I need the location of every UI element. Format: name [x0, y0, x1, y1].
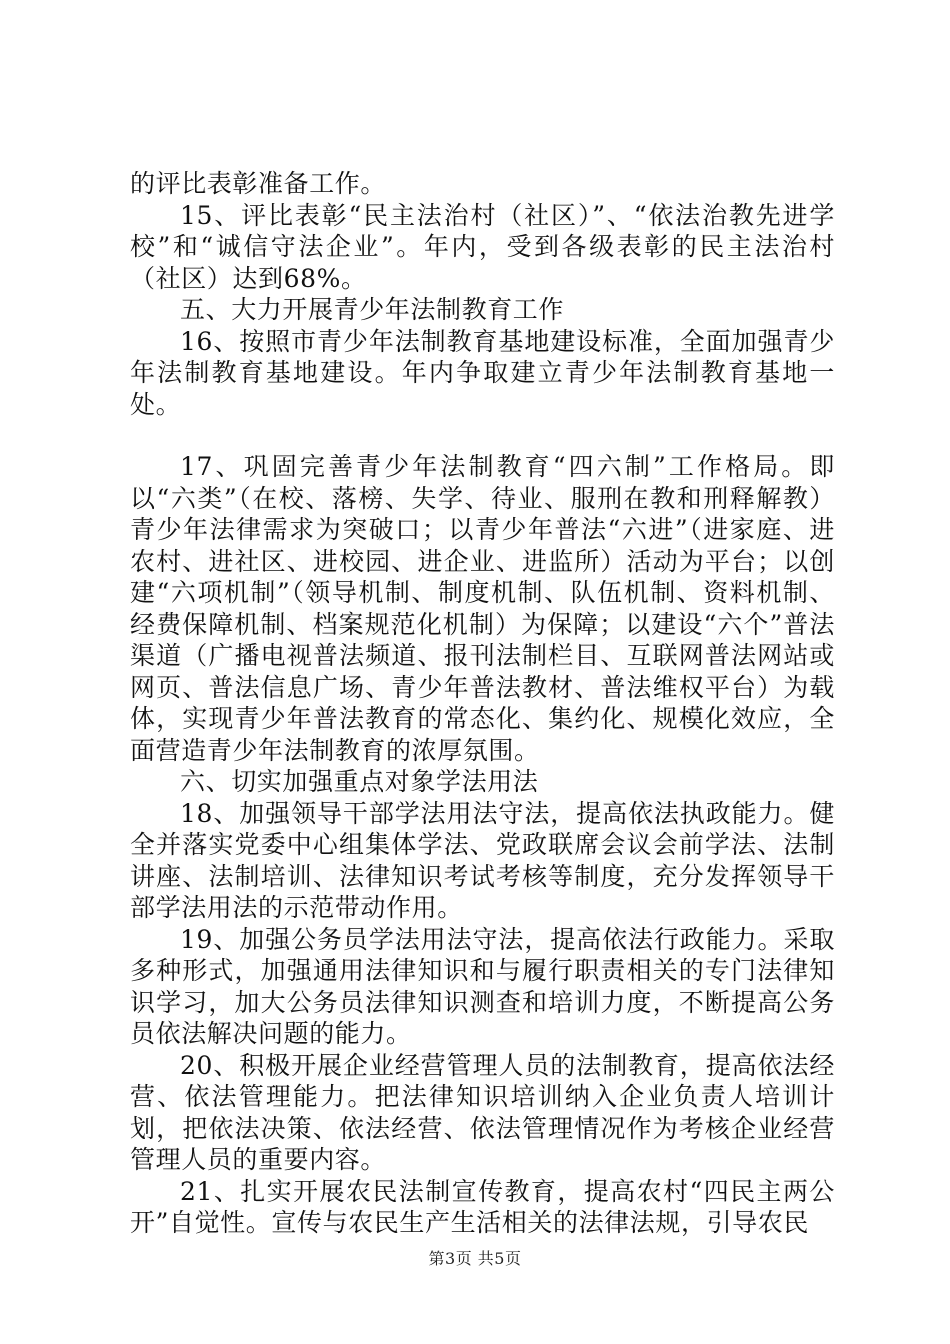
- paragraph-item-16: 16、按照市青少年法制教育基地建设标准，全面加强青少年法制教育基地建设。年内争取建立青少年法制教育基地一处。: [130, 326, 835, 419]
- paragraph-continued: 的评比表彰准备工作。: [130, 169, 387, 198]
- paragraph-item-15: 15、评比表彰“民主法治村（社区）”、“依法治教先进学校”和“诚信守法企业”。年内，受到各级表彰的民主法治村（社区）达到68%。: [130, 200, 835, 293]
- paragraph-item-18: 18、加强领导干部学法用法守法，提高依法执政能力。健全并落实党委中心组集体学法、党政联席会议会前学法、法制讲座、法制培训、法律知识考试考核等制度，充分发挥领导干部学法用法的示范带动作用。: [130, 798, 835, 922]
- section-heading-5: 五、大力开展青少年法制教育工作: [180, 295, 565, 324]
- paragraph-item-19: 19、加强公务员学法用法守法，提高依法行政能力。采取多种形式，加强通用法律知识和与履行职责相关的专门法律知识学习，加大公务员法律知识测查和培训力度，不断提高公务员依法解决问题的能力。: [130, 924, 835, 1048]
- page-number-label: 第3页 共5页: [428, 1249, 522, 1268]
- paragraph-item-17: 17、巩固完善青少年法制教育“四六制”工作格局。即以“六类”（在校、落榜、失学、待业、服刑在教和刑释解教）青少年法律需求为突破口；以青少年普法“六进”（进家庭、进农村、进社区、进校园、进企业、进监所）活动为平台；以创建“六项机制”（领导机制、制度机制、队伍机制、资料机制、经费保障机制、档案规范化机制）为保障；以建设“六个”普法渠道（广播电视普法频道、报刊法制栏目、互联网普法网站或网页、普法信息广场、青少年普法教材、普法维权平台）为载体，实现青少年普法教育的常态化、集约化、规模化效应，全面营造青少年法制教育的浓厚氛围。: [130, 452, 835, 765]
- paragraph-item-20: 20、积极开展企业经营管理人员的法制教育，提高依法经营、依法管理能力。把法律知识培训纳入企业负责人培训计划，把依法决策、依法经营、依法管理情况作为考核企业经营管理人员的重要内容。: [130, 1050, 835, 1174]
- page-footer: [0, 1246, 950, 1269]
- section-heading-6: 六、切实加强重点对象学法用法: [180, 767, 539, 796]
- document-body: [130, 168, 835, 1239]
- paragraph-item-21: 21、扎实开展农民法制宣传教育，提高农村“四民主两公开”自觉性。宣传与农民生产生活相关的法律法规，引导农民: [130, 1176, 835, 1237]
